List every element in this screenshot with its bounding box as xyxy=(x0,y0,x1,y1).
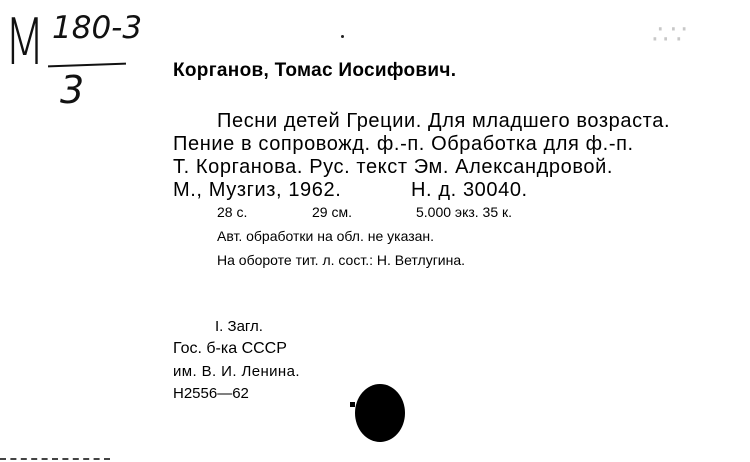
collation-size: 29 см. xyxy=(312,204,352,220)
plate-number: Н. д. 30040. xyxy=(411,179,528,201)
library-line-2: им. В. И. Ленина. xyxy=(173,363,300,380)
title-line-2: Пение в сопровожд. ф.-п. Обработка для ф.-п. xyxy=(173,133,634,155)
card-punch-hole xyxy=(355,384,405,442)
note-line-1: Авт. обработки на обл. не указан. xyxy=(217,228,435,244)
library-line-1: Гос. б-ка СССР xyxy=(173,340,287,357)
call-number-divider xyxy=(48,63,126,68)
collation-print-run: 5.000 экз. 35 к. xyxy=(416,204,513,220)
ink-spot xyxy=(350,402,355,407)
faint-stamp-mark: ∴∵ xyxy=(652,20,690,50)
imprint-line xyxy=(173,179,528,202)
tracing-entry: I. Загл. xyxy=(215,318,263,335)
card-code: Н2556—62 xyxy=(173,385,249,402)
ink-dot xyxy=(341,35,344,38)
call-number-mark: M xyxy=(4,6,46,80)
title-line-1: Песни детей Греции. Для младшего возраста. xyxy=(217,110,671,132)
collation-pages: 28 с. xyxy=(217,204,248,220)
call-number-top: 180-3 xyxy=(52,10,143,46)
author-heading: Корганов, Томас Иосифович. xyxy=(173,60,457,81)
title-line-3: Т. Корганова. Рус. текст Эм. Александровой. xyxy=(173,156,614,178)
note-line-2: На обороте тит. л. сост.: Н. Ветлугина. xyxy=(217,252,466,268)
call-number-bottom: 3 xyxy=(60,68,85,112)
bottom-edge-marks xyxy=(0,458,110,460)
imprint-publisher-year: М., Музгиз, 1962. xyxy=(173,179,342,201)
